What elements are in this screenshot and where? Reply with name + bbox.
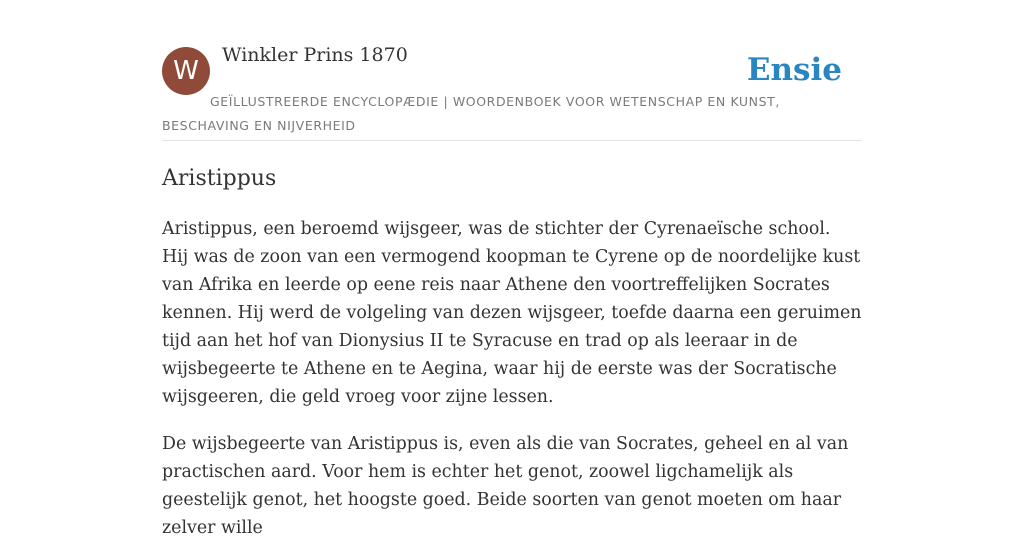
source-header [162,0,862,141]
article-paragraph-2: De wijsbegeerte van Aristippus is, even als die van Socrates, geheel en al van practischen aard. Voor hem is echter het genot, zoowel ligchamelijk als geestelijk genot, het hoogste goed. Beide soorten van genot moeten om haar zelver wille [162,434,849,538]
source-subtitle: GEÏLLUSTREERDE ENCYCLOPÆDIE | WOORDENBOEK VOOR WETENSCHAP EN KUNST, BESCHAVING EN NIJVERHEID [162,94,780,133]
ensie-logo-link[interactable]: Ensie [746,52,842,88]
article-title: Aristippus [162,166,277,191]
article-paragraph-1: Aristippus, een beroemd wijsgeer, was de stichter der Cyrenaeïsche school. Hij was de zoon van een vermogend koopman te Cyrene op de noordelijke kust van Afrika en leerde op eene reis naar Athene den voortreffelijken Socrates kennen. Hij werd de volgeling van dezen wijsgeer, toefde daarna een geruimen tijd aan het hof van Dionysius II te Syracuse en trad op als leeraar in de wijsbegeerte te Athene en te Aegina, waar hij de eerste was der Socratische wijsgeeren, die geld vroeg voor zijne lessen. [162,219,862,407]
source-title[interactable]: Winkler Prins 1870 [222,44,408,66]
source-avatar[interactable]: W [162,47,210,95]
page-container [162,0,862,542]
